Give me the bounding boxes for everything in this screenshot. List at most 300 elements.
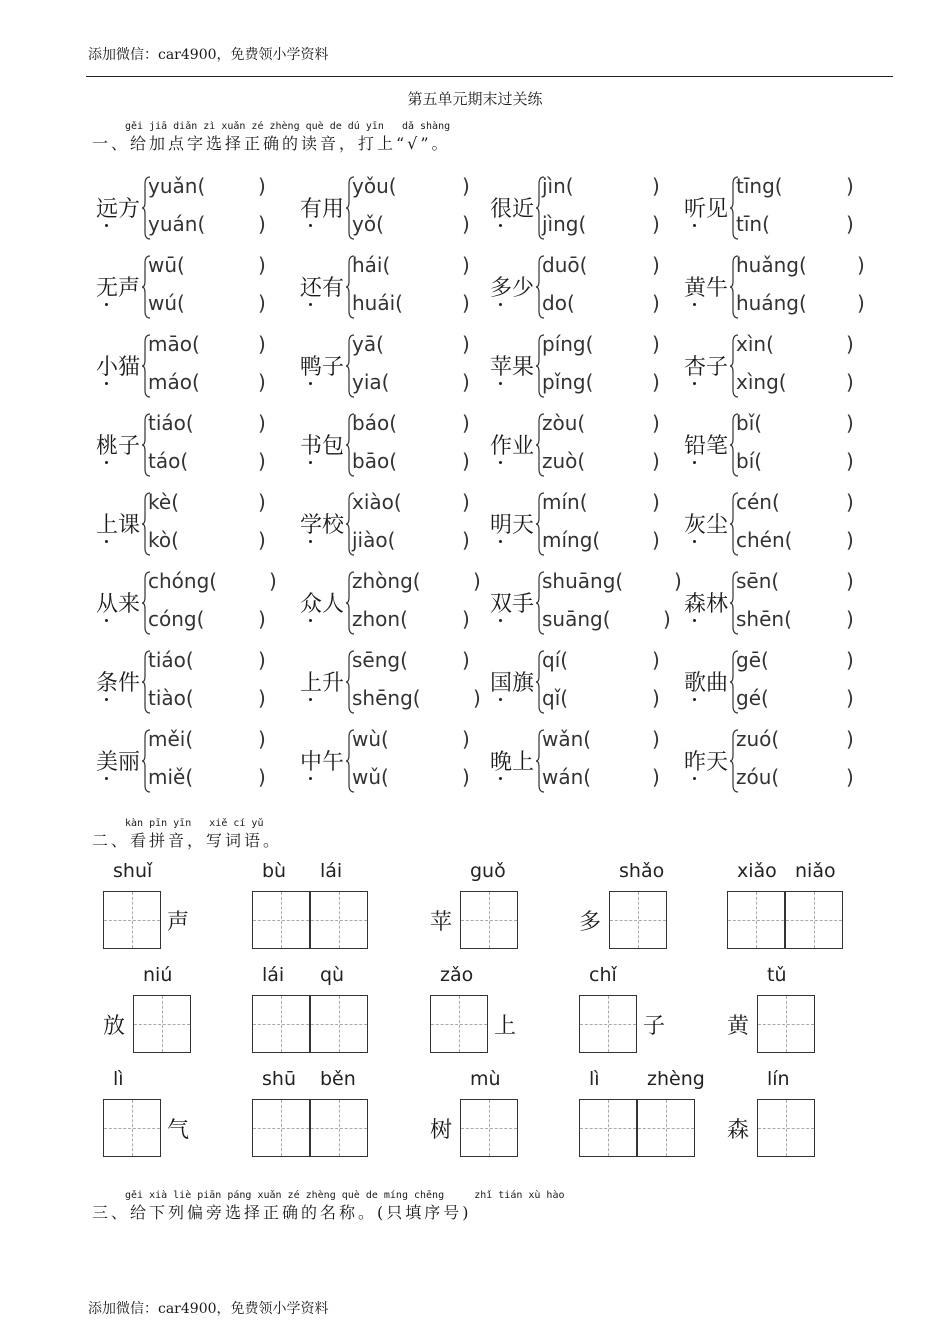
- reading-item: [96, 174, 276, 252]
- pinyin-prompt: guǒ: [470, 860, 506, 882]
- pinyin-text: cóng: [148, 607, 197, 631]
- pinyin-text: zhon: [352, 607, 401, 631]
- emphasis-dot: [693, 461, 696, 464]
- answer-paren-open: (: [577, 411, 586, 435]
- writing-box[interactable]: [252, 891, 310, 949]
- dotted-word: 明天: [490, 513, 535, 538]
- answer-paren-open: (: [209, 569, 218, 593]
- pinyin-text: yā: [352, 332, 377, 356]
- pinyin-option[interactable]: [148, 686, 278, 710]
- answer-paren-close: ): [652, 212, 660, 236]
- answer-paren-open: (: [177, 253, 185, 277]
- answer-paren-close: ): [652, 332, 660, 356]
- reading-item: [684, 332, 864, 410]
- pinyin-option[interactable]: [736, 569, 866, 593]
- pinyin-text: tiáo: [148, 648, 186, 672]
- dotted-word: 有用: [300, 197, 345, 222]
- answer-paren-close: ): [462, 449, 470, 473]
- dotted-word: 从来: [96, 592, 141, 617]
- pinyin-option[interactable]: [736, 291, 866, 315]
- pinyin-option[interactable]: [352, 212, 482, 236]
- dotted-word: 条件: [96, 671, 141, 696]
- pinyin-prompt: tǔ: [767, 964, 787, 986]
- emphasis-dot: [499, 303, 502, 306]
- pinyin-option[interactable]: [736, 490, 866, 514]
- pinyin-option[interactable]: [148, 291, 278, 315]
- pinyin-option[interactable]: [148, 332, 278, 356]
- pinyin-option[interactable]: [148, 212, 278, 236]
- answer-paren-close: ): [846, 648, 854, 672]
- pinyin-text: máo: [148, 370, 192, 394]
- pinyin-text: tiào: [148, 686, 186, 710]
- pinyin-option[interactable]: [352, 370, 482, 394]
- dotted-word: 美丽: [96, 750, 141, 775]
- answer-paren-open: (: [412, 569, 421, 593]
- answer-paren-open: (: [381, 370, 390, 394]
- dotted-word: 上升: [300, 671, 345, 696]
- pinyin-option[interactable]: [352, 449, 482, 473]
- section2-heading: 二、看拼音，写词语。: [92, 831, 283, 850]
- pinyin-option[interactable]: [352, 253, 482, 277]
- answer-paren-open: (: [585, 332, 594, 356]
- pinyin-option[interactable]: [148, 411, 278, 435]
- pinyin-option[interactable]: [148, 528, 278, 552]
- pinyin-option[interactable]: [352, 528, 482, 552]
- dotted-word: 作业: [490, 434, 535, 459]
- writing-box[interactable]: [252, 1099, 310, 1157]
- answer-paren-close: ): [846, 212, 854, 236]
- emphasis-dot: [309, 303, 312, 306]
- pinyin-option[interactable]: [352, 291, 482, 315]
- writing-box[interactable]: [460, 891, 518, 949]
- section3-heading: 三、给下列偏旁选择正确的名称。(只填序号): [92, 1203, 472, 1222]
- reading-item: [490, 727, 670, 805]
- answer-paren-close: ): [652, 370, 660, 394]
- answer-paren-close: ): [462, 528, 470, 552]
- dotted-word: 远方: [96, 197, 141, 222]
- answer-paren-open: (: [798, 253, 807, 277]
- pinyin-text: yǒu: [352, 174, 389, 198]
- answer-paren-close: ): [258, 528, 266, 552]
- pinyin-text: tiáo: [148, 411, 186, 435]
- pinyin-text: huǎng: [736, 253, 799, 277]
- answer-paren-close: ): [462, 411, 470, 435]
- pinyin-prompt: lái: [320, 860, 343, 882]
- answer-paren-close: ): [462, 765, 470, 789]
- answer-paren-open: (: [592, 528, 601, 552]
- reading-item: [490, 490, 670, 568]
- dotted-word: 铅笔: [684, 434, 729, 459]
- writing-box[interactable]: [103, 1099, 161, 1157]
- writing-box[interactable]: [579, 1099, 637, 1157]
- section3-pinyin: gěi xià liè piān páng xuǎn zé zhèng què de míng chēng zhǐ tián xù hào: [125, 1190, 565, 1201]
- pinyin-text: yuán: [148, 212, 198, 236]
- pinyin-option[interactable]: [542, 686, 672, 710]
- pinyin-text: jìn: [542, 174, 566, 198]
- pinyin-option[interactable]: [148, 765, 278, 789]
- answer-paren-open: (: [602, 607, 611, 631]
- answer-paren-open: (: [762, 212, 770, 236]
- pinyin-text: wǎn: [542, 727, 584, 751]
- pinyin-option[interactable]: [148, 490, 278, 514]
- pinyin-option[interactable]: [148, 569, 278, 593]
- pinyin-option[interactable]: [352, 686, 482, 710]
- answer-paren-close: ): [846, 686, 854, 710]
- reading-item: [490, 332, 670, 410]
- dotted-word: 听见: [684, 197, 729, 222]
- emphasis-dot: [499, 224, 502, 227]
- answer-paren-open: (: [778, 370, 787, 394]
- answer-paren-close: ): [462, 212, 470, 236]
- answer-paren-close: ): [258, 449, 266, 473]
- dotted-word: 小猫: [96, 355, 141, 380]
- answer-paren-close: ): [258, 174, 266, 198]
- page-footer: 添加微信：car4900，免费领小学资料: [88, 1301, 329, 1317]
- dotted-word: 杏子: [684, 355, 729, 380]
- pinyin-option[interactable]: [542, 528, 672, 552]
- pinyin-option[interactable]: [736, 370, 866, 394]
- pinyin-prompt: běn: [320, 1068, 356, 1090]
- answer-paren-open: (: [560, 648, 569, 672]
- pinyin-option[interactable]: [542, 332, 672, 356]
- dotted-word: 桃子: [96, 434, 141, 459]
- reading-item: [300, 727, 480, 805]
- dotted-word: 多少: [490, 276, 535, 301]
- pinyin-option[interactable]: [736, 607, 866, 631]
- answer-paren-open: (: [771, 569, 780, 593]
- answer-paren-close: ): [462, 490, 470, 514]
- answer-paren-open: (: [761, 648, 769, 672]
- pinyin-option[interactable]: [542, 449, 672, 473]
- answer-paren-open: (: [180, 449, 189, 473]
- emphasis-dot: [105, 303, 108, 306]
- pinyin-option[interactable]: [148, 607, 278, 631]
- pinyin-text: mín: [542, 490, 580, 514]
- pinyin-option[interactable]: [736, 727, 866, 751]
- pinyin-text: yuǎn: [148, 174, 198, 198]
- pinyin-option[interactable]: [352, 727, 482, 751]
- reading-item: [96, 332, 276, 410]
- given-character: 树: [430, 1118, 453, 1143]
- dotted-word: 歌曲: [684, 671, 729, 696]
- answer-paren-open: (: [784, 607, 792, 631]
- pinyin-option[interactable]: [542, 212, 672, 236]
- pinyin-prompt: niǎo: [795, 860, 836, 882]
- writing-box[interactable]: [460, 1099, 518, 1157]
- pinyin-text: sēn: [736, 569, 772, 593]
- pinyin-text: píng: [542, 332, 586, 356]
- answer-paren-open: (: [171, 490, 179, 514]
- writing-box[interactable]: [785, 891, 843, 949]
- pinyin-text: wán: [542, 765, 584, 789]
- pinyin-option[interactable]: [352, 569, 482, 593]
- emphasis-dot: [309, 698, 312, 701]
- dotted-word: 灰尘: [684, 513, 729, 538]
- emphasis-dot: [105, 777, 108, 780]
- given-character: 子: [643, 1014, 666, 1039]
- answer-paren-close: ): [652, 686, 660, 710]
- reading-item: [96, 569, 276, 647]
- pinyin-option[interactable]: [542, 370, 672, 394]
- pinyin-text: bāo: [352, 449, 390, 473]
- reading-item: [96, 490, 276, 568]
- pinyin-text: jiào: [352, 528, 388, 552]
- emphasis-dot: [105, 224, 108, 227]
- answer-paren-close: ): [258, 411, 266, 435]
- emphasis-dot: [693, 777, 696, 780]
- answer-paren-open: (: [583, 727, 592, 751]
- answer-paren-close: ): [473, 686, 481, 710]
- answer-paren-open: (: [774, 174, 783, 198]
- pinyin-text: do: [542, 291, 567, 315]
- answer-paren-open: (: [388, 174, 397, 198]
- pinyin-option[interactable]: [542, 411, 672, 435]
- writing-box[interactable]: [310, 891, 368, 949]
- answer-paren-open: (: [376, 212, 384, 236]
- pinyin-text: zuó: [736, 727, 772, 751]
- pinyin-option[interactable]: [736, 528, 866, 552]
- pinyin-text: xiào: [352, 490, 394, 514]
- answer-paren-open: (: [579, 490, 588, 514]
- pinyin-option[interactable]: [736, 411, 866, 435]
- answer-paren-close: ): [652, 291, 660, 315]
- emphasis-dot: [693, 619, 696, 622]
- dotted-word: 苹果: [490, 355, 535, 380]
- writing-box[interactable]: [430, 995, 488, 1053]
- pinyin-text: wū: [148, 253, 178, 277]
- pinyin-text: zhòng: [352, 569, 413, 593]
- pinyin-option[interactable]: [736, 686, 866, 710]
- answer-paren-open: (: [382, 253, 391, 277]
- emphasis-dot: [309, 777, 312, 780]
- emphasis-dot: [499, 619, 502, 622]
- answer-paren-close: ): [258, 370, 266, 394]
- pinyin-text: hái: [352, 253, 383, 277]
- answer-paren-open: (: [400, 648, 408, 672]
- writing-box[interactable]: [757, 995, 815, 1053]
- answer-paren-close: ): [462, 332, 470, 356]
- answer-paren-close: ): [846, 569, 854, 593]
- dotted-word: 上课: [96, 513, 141, 538]
- answer-paren-close: ): [846, 490, 854, 514]
- pinyin-text: zóu: [736, 765, 772, 789]
- pinyin-text: bí: [736, 449, 755, 473]
- answer-paren-open: (: [560, 686, 569, 710]
- given-character: 森: [727, 1118, 750, 1143]
- given-character: 气: [167, 1118, 190, 1143]
- pinyin-option[interactable]: [542, 607, 672, 631]
- emphasis-dot: [309, 461, 312, 464]
- answer-paren-close: ): [473, 569, 481, 593]
- reading-item: [300, 174, 480, 252]
- pinyin-text: cén: [736, 490, 772, 514]
- answer-paren-open: (: [381, 765, 389, 789]
- emphasis-dot: [309, 382, 312, 385]
- answer-paren-close: ): [462, 253, 470, 277]
- pinyin-option[interactable]: [542, 648, 672, 672]
- pinyin-text: kò: [148, 528, 172, 552]
- answer-paren-close: ): [674, 569, 682, 593]
- pinyin-prompt: lái: [262, 964, 285, 986]
- pinyin-option[interactable]: [352, 332, 482, 356]
- section1-pinyin: gěi jiā diǎn zì xuǎn zé zhèng què de dú yīn dǎ shàng: [125, 121, 451, 132]
- emphasis-dot: [693, 224, 696, 227]
- answer-paren-open: (: [185, 411, 194, 435]
- writing-box[interactable]: [579, 995, 637, 1053]
- pinyin-option[interactable]: [542, 490, 672, 514]
- pinyin-option[interactable]: [542, 253, 672, 277]
- page-title: 第五单元期末过关练: [407, 90, 543, 108]
- answer-paren-close: ): [258, 648, 266, 672]
- pinyin-text: xìn: [736, 332, 767, 356]
- pinyin-option[interactable]: [148, 253, 278, 277]
- pinyin-option[interactable]: [352, 648, 482, 672]
- pinyin-prompt: lì: [113, 1068, 124, 1090]
- pinyin-option[interactable]: [352, 411, 482, 435]
- pinyin-prompt: shuǐ: [113, 860, 153, 882]
- dotted-word: 很近: [490, 197, 535, 222]
- answer-paren-close: ): [258, 686, 266, 710]
- given-character: 多: [579, 910, 602, 935]
- pinyin-option[interactable]: [736, 253, 866, 277]
- pinyin-option[interactable]: [352, 607, 482, 631]
- pinyin-option[interactable]: [736, 332, 866, 356]
- answer-paren-close: ): [462, 648, 470, 672]
- answer-paren-close: ): [462, 370, 470, 394]
- dotted-word: 昨天: [684, 750, 729, 775]
- reading-item: [490, 174, 670, 252]
- pinyin-option[interactable]: [352, 490, 482, 514]
- answer-paren-open: (: [412, 686, 421, 710]
- writing-box[interactable]: [637, 1099, 695, 1157]
- pinyin-option[interactable]: [352, 174, 482, 198]
- pinyin-text: zuò: [542, 449, 578, 473]
- dotted-word: 学校: [300, 513, 345, 538]
- pinyin-option[interactable]: [736, 174, 866, 198]
- writing-box[interactable]: [310, 995, 368, 1053]
- answer-paren-close: ): [258, 607, 266, 631]
- reading-item: [300, 411, 480, 489]
- answer-paren-open: (: [185, 686, 194, 710]
- reading-item: [684, 648, 864, 726]
- answer-paren-open: (: [771, 727, 780, 751]
- answer-paren-close: ): [269, 569, 277, 593]
- writing-box[interactable]: [103, 891, 161, 949]
- dotted-word: 中午: [300, 750, 345, 775]
- pinyin-text: bǐ: [736, 411, 755, 435]
- answer-paren-close: ): [846, 727, 854, 751]
- pinyin-text: huáng: [736, 291, 799, 315]
- pinyin-option[interactable]: [542, 727, 672, 751]
- dotted-word: 晚上: [490, 750, 535, 775]
- pinyin-prompt: bù: [262, 860, 287, 882]
- answer-paren-open: (: [565, 174, 574, 198]
- answer-paren-open: (: [389, 449, 397, 473]
- answer-paren-close: ): [462, 291, 470, 315]
- writing-box[interactable]: [609, 891, 667, 949]
- dotted-word: 双手: [490, 592, 535, 617]
- answer-paren-open: (: [191, 332, 200, 356]
- pinyin-option[interactable]: [542, 291, 672, 315]
- emphasis-dot: [105, 698, 108, 701]
- answer-paren-close: ): [652, 765, 660, 789]
- emphasis-dot: [105, 619, 108, 622]
- pinyin-option[interactable]: [148, 727, 278, 751]
- answer-paren-close: ): [846, 411, 854, 435]
- answer-paren-close: ): [258, 765, 266, 789]
- emphasis-dot: [693, 698, 696, 701]
- pinyin-option[interactable]: [542, 765, 672, 789]
- writing-box[interactable]: [757, 1099, 815, 1157]
- reading-item: [96, 411, 276, 489]
- pinyin-option[interactable]: [736, 212, 866, 236]
- dotted-word: 森林: [684, 592, 729, 617]
- pinyin-text: yia: [352, 370, 382, 394]
- writing-box[interactable]: [252, 995, 310, 1053]
- answer-paren-close: ): [462, 727, 470, 751]
- pinyin-option[interactable]: [352, 765, 482, 789]
- writing-box[interactable]: [310, 1099, 368, 1157]
- pinyin-text: wú: [148, 291, 178, 315]
- emphasis-dot: [105, 540, 108, 543]
- answer-paren-open: (: [771, 490, 780, 514]
- pinyin-option[interactable]: [736, 648, 866, 672]
- pinyin-option[interactable]: [148, 174, 278, 198]
- answer-paren-open: (: [585, 370, 594, 394]
- pinyin-option[interactable]: [542, 569, 682, 593]
- pinyin-text: táo: [148, 449, 181, 473]
- reading-item: [684, 411, 864, 489]
- answer-paren-open: (: [566, 291, 575, 315]
- pinyin-prompt: zǎo: [440, 964, 474, 986]
- answer-paren-close: ): [846, 765, 854, 789]
- pinyin-option[interactable]: [736, 765, 866, 789]
- answer-paren-close: ): [652, 174, 660, 198]
- pinyin-text: suāng: [542, 607, 603, 631]
- pinyin-text: shēng: [352, 686, 413, 710]
- pinyin-prompt: lì: [589, 1068, 600, 1090]
- answer-paren-close: ): [846, 528, 854, 552]
- dotted-word: 众人: [300, 592, 345, 617]
- pinyin-option[interactable]: [542, 174, 672, 198]
- answer-paren-open: (: [798, 291, 807, 315]
- writing-box[interactable]: [133, 995, 191, 1053]
- pinyin-option[interactable]: [736, 449, 866, 473]
- pinyin-prompt: xiǎo: [737, 860, 777, 882]
- reading-item: [490, 569, 682, 647]
- page-header: 添加微信：car4900，免费领小学资料: [88, 47, 329, 63]
- answer-paren-close: ): [652, 648, 660, 672]
- answer-paren-close: ): [846, 370, 854, 394]
- writing-box[interactable]: [727, 891, 785, 949]
- answer-paren-close: ): [652, 253, 660, 277]
- pinyin-option[interactable]: [148, 648, 278, 672]
- pinyin-option[interactable]: [148, 370, 278, 394]
- emphasis-dot: [693, 540, 696, 543]
- pinyin-text: gé: [736, 686, 761, 710]
- reading-item: [300, 648, 480, 726]
- answer-paren-open: (: [579, 253, 588, 277]
- pinyin-text: duō: [542, 253, 580, 277]
- reading-item: [96, 648, 276, 726]
- dotted-word: 书包: [300, 434, 345, 459]
- pinyin-prompt: niú: [143, 964, 173, 986]
- pinyin-text: tīng: [736, 174, 775, 198]
- section1-heading: 一、给加点字选择正确的读音，打上“√”。: [92, 134, 451, 153]
- pinyin-option[interactable]: [148, 449, 278, 473]
- answer-paren-close: ): [258, 727, 266, 751]
- reading-item: [684, 727, 864, 805]
